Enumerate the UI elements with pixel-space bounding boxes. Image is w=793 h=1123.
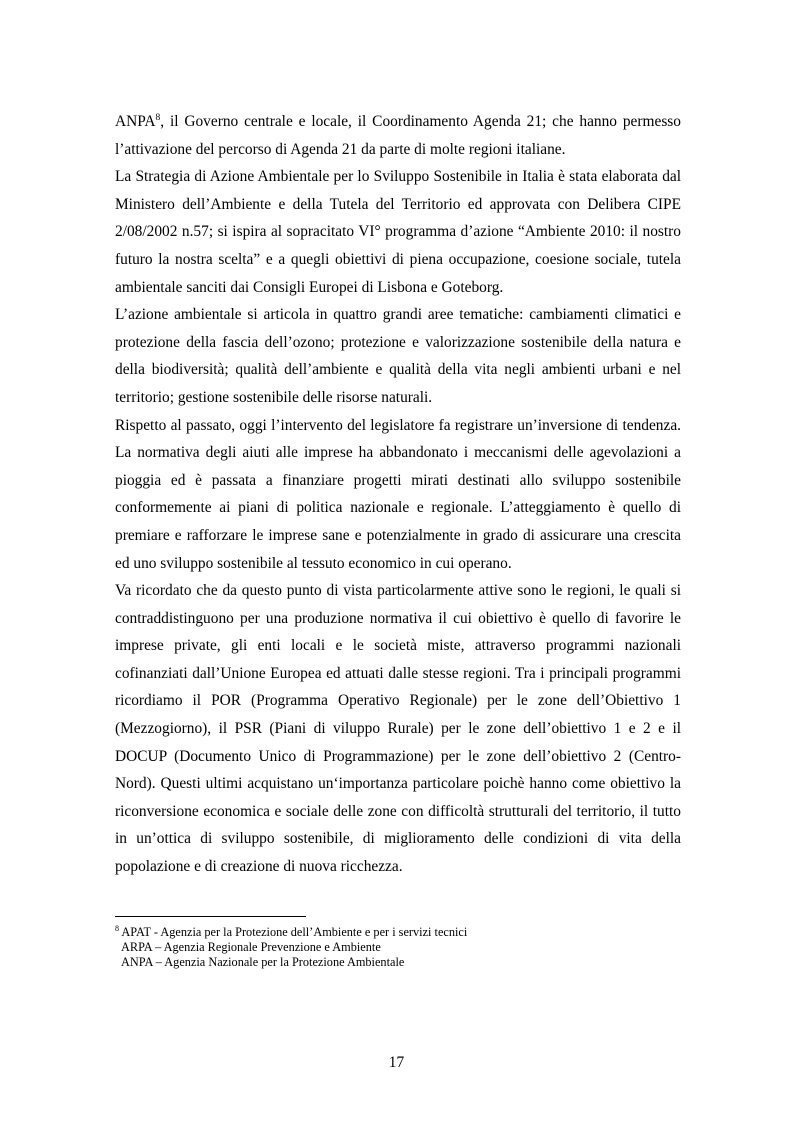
body-text — [115, 108, 681, 881]
footnote-reference: 8 — [155, 113, 161, 123]
paragraph-1-rest: , il Governo centrale e locale, il Coordinamento Agenda 21; che hanno permesso l’attivazione del percorso di Agenda 21 da parte di molte regioni italiane. — [115, 113, 681, 158]
footnote-line-1 — [115, 925, 681, 940]
paragraph-2: La Strategia di Azione Ambientale per lo Sviluppo Sostenibile in Italia è stata elaborata dal Ministero dell’Ambiente e della Tutela del Territorio ed approvata con Delibera CIPE 2/08/2002 n.57; si ispira al sopracitato VI° programma d’azione “Ambiente 2010: il nostro futuro la nostra scelta” e a quegli obiettivi di piena occupazione, coesione sociale, tutela ambientale sanciti dai Consigli Europei di Lisbona e Goteborg. — [115, 168, 681, 296]
paragraph-5: Va ricordato che da questo punto di vista particolarmente attive sono le regioni, le quali si contraddistinguono per una produzione normativa il cui obiettivo è quello di favorire le imprese private, gli enti locali e le società miste, attraverso programmi nazionali cofinanziati dall’Unione Europea ed attuati dalle stesse regioni. Tra i principali programmi ricordiamo il POR (Programma Operativo Regionale) per le zone dell’Obiettivo 1 (Mezzogiorno), il PSR (Piani di viluppo Rurale) per le zone dell’obiettivo 1 e 2 e il DOCUP (Documento Unico di Programmazione) per le zone dell’obiettivo 2 (Centro-Nord). Questi ultimi acquistano un‘importanza particolare poichè hanno come obiettivo la riconversione economica e sociale delle zone con difficoltà strutturali del territorio, il tutto in un’ottica di sviluppo sostenibile, di miglioramento delle condizioni di vita della popolazione e di creazione di nuova ricchezza. — [115, 582, 681, 876]
footnote-line-2: ARPA – Agenzia Regionale Prevenzione e Ambiente — [121, 940, 381, 955]
footnote-text: APAT - Agenzia per la Protezione dell’Ambiente e per i servizi tecnici — [119, 925, 468, 939]
page-number: 17 — [388, 1054, 405, 1071]
paragraph-1 — [115, 108, 681, 163]
footnote-line-3: ANPA – Agenzia Nazionale per la Protezione Ambientale — [121, 955, 405, 970]
footnote-mark: 8 — [115, 924, 119, 933]
footnotes — [115, 925, 681, 971]
paragraph-3: L’azione ambientale si articola in quattro grandi aree tematiche: cambiamenti climatici e protezione della fascia dell’ozono; protezione e valorizzazione sostenibile della natura e della biodiversità; qualità dell’ambiente e qualità della vita negli ambienti urbani e nel territorio; gestione sostenibile delle risorse naturali. — [115, 306, 681, 406]
footnote-separator — [115, 916, 306, 917]
paragraph-4: Rispetto al passato, oggi l’intervento del legislatore fa registrare un’inversione di tendenza. La normativa degli aiuti alle imprese ha abbandonato i meccanismi delle agevolazioni a pioggia ed è passata a finanziare progetti mirati destinati allo sviluppo sostenibile conformemente ai piani di politica nazionale e regionale. L’atteggiamento è quello di premiare e rafforzare le imprese sane e potenzialmente in grado di assicurare una crescita ed uno sviluppo sostenibile al tessuto economico in cui operano. — [115, 416, 681, 572]
paragraph-1-lead: ANPA — [115, 113, 156, 130]
